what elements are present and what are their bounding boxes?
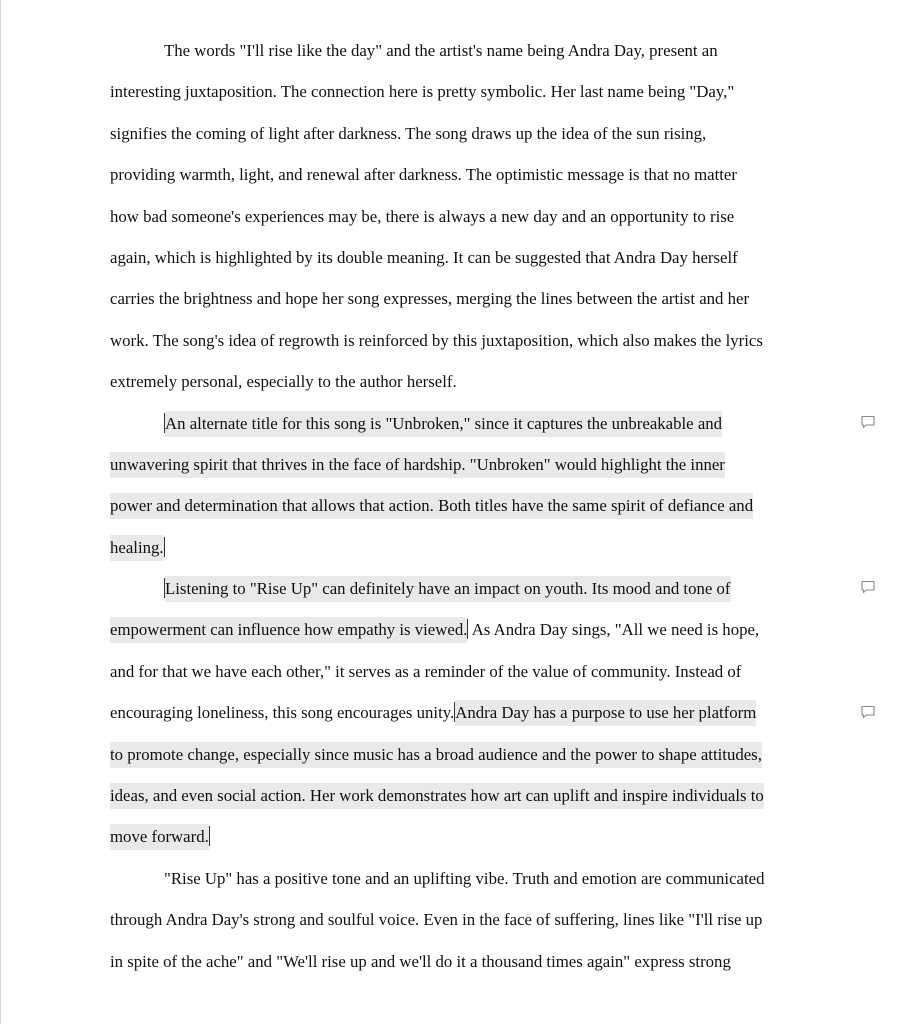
text-line[interactable]: carries the brightness and hope her song expresses, merging the lines between the artist and her [110, 289, 750, 309]
page-left-edge [0, 0, 1, 1024]
comment-icon[interactable] [859, 703, 877, 721]
paragraph-4[interactable] [110, 858, 815, 982]
text-line[interactable]: how bad someone's experiences may be, there is always a new day and an opportunity to rise [110, 206, 735, 226]
text-line[interactable] [110, 527, 815, 568]
paragraph-3[interactable] [110, 568, 815, 858]
comment-bubble-icon [859, 413, 877, 431]
text-line[interactable]: in spite of the ache" and "We'll rise up and we'll do it a thousand times again" express strong [110, 951, 731, 971]
text-line[interactable]: again, which is highlighted by its double meaning. It can be suggested that Andra Day herself [110, 247, 738, 267]
text-line[interactable]: through Andra Day's strong and soulful voice. Even in the face of suffering, lines like "I'll rise up [110, 910, 763, 930]
text-line[interactable] [110, 816, 815, 857]
text-line[interactable] [110, 734, 815, 775]
comment-icon[interactable] [859, 578, 877, 596]
comment-icon[interactable] [859, 413, 877, 431]
paragraph-1[interactable] [110, 30, 815, 403]
comment-range-end-marker [209, 826, 210, 846]
commented-text[interactable]: empowerment can influence how empathy is viewed. [110, 617, 467, 643]
comment-range-end-marker [164, 537, 165, 557]
commented-text[interactable]: to promote change, especially since music has a broad audience and the power to shape attitudes, [110, 742, 762, 768]
text-line[interactable]: empowerment can influence how empathy is viewed. As Andra Day sings, "All we need is hope, [110, 609, 815, 650]
text-line[interactable] [110, 775, 815, 816]
commented-text[interactable]: unwavering spirit that thrives in the face of hardship. "Unbroken" would highlight the inner [110, 452, 725, 478]
text-line[interactable]: work. The song's idea of regrowth is reinforced by this juxtaposition, which also makes the lyrics [110, 330, 763, 350]
text-line[interactable] [110, 444, 815, 485]
text-line[interactable]: "Rise Up" has a positive tone and an uplifting vibe. Truth and emotion are communicated [164, 868, 765, 888]
text-line[interactable]: and for that we have each other," it serves as a reminder of the value of community. Instead of [110, 661, 742, 681]
document-body[interactable] [110, 30, 815, 982]
comment-bubble-icon [859, 578, 877, 596]
text-line[interactable]: extremely personal, especially to the author herself. [110, 372, 457, 392]
text-line[interactable]: The words "I'll rise like the day" and the artist's name being Andra Day, present an [164, 41, 718, 60]
text-line[interactable]: signifies the coming of light after darkness. The song draws up the idea of the sun rising, [110, 123, 707, 143]
commented-text[interactable]: healing. [110, 535, 164, 561]
text-line[interactable]: interesting juxtaposition. The connection here is pretty symbolic. Her last name being "Day," [110, 82, 735, 102]
commented-text[interactable]: ideas, and even social action. Her work demonstrates how art can uplift and inspire individuals to [110, 783, 764, 809]
text-line[interactable]: providing warmth, light, and renewal after darkness. The optimistic message is that no matter [110, 165, 737, 185]
paragraph-2[interactable] [110, 403, 815, 569]
text-line[interactable]: encouraging loneliness, this song encourages unity.Andra Day has a purpose to use her platform [110, 692, 815, 733]
text-line[interactable] [110, 485, 815, 526]
commented-text[interactable]: Listening to "Rise Up" can definitely have an impact on youth. Its mood and tone of [165, 576, 731, 602]
commented-text[interactable]: Andra Day has a purpose to use her platform [455, 700, 756, 726]
commented-text[interactable]: move forward. [110, 824, 209, 850]
text-line[interactable] [110, 568, 815, 609]
comment-bubble-icon [859, 703, 877, 721]
commented-text[interactable]: power and determination that allows that action. Both titles have the same spirit of defiance and [110, 493, 753, 519]
text-line[interactable] [110, 403, 815, 444]
commented-text[interactable]: An alternate title for this song is "Unbroken," since it captures the unbreakable and [165, 411, 722, 437]
